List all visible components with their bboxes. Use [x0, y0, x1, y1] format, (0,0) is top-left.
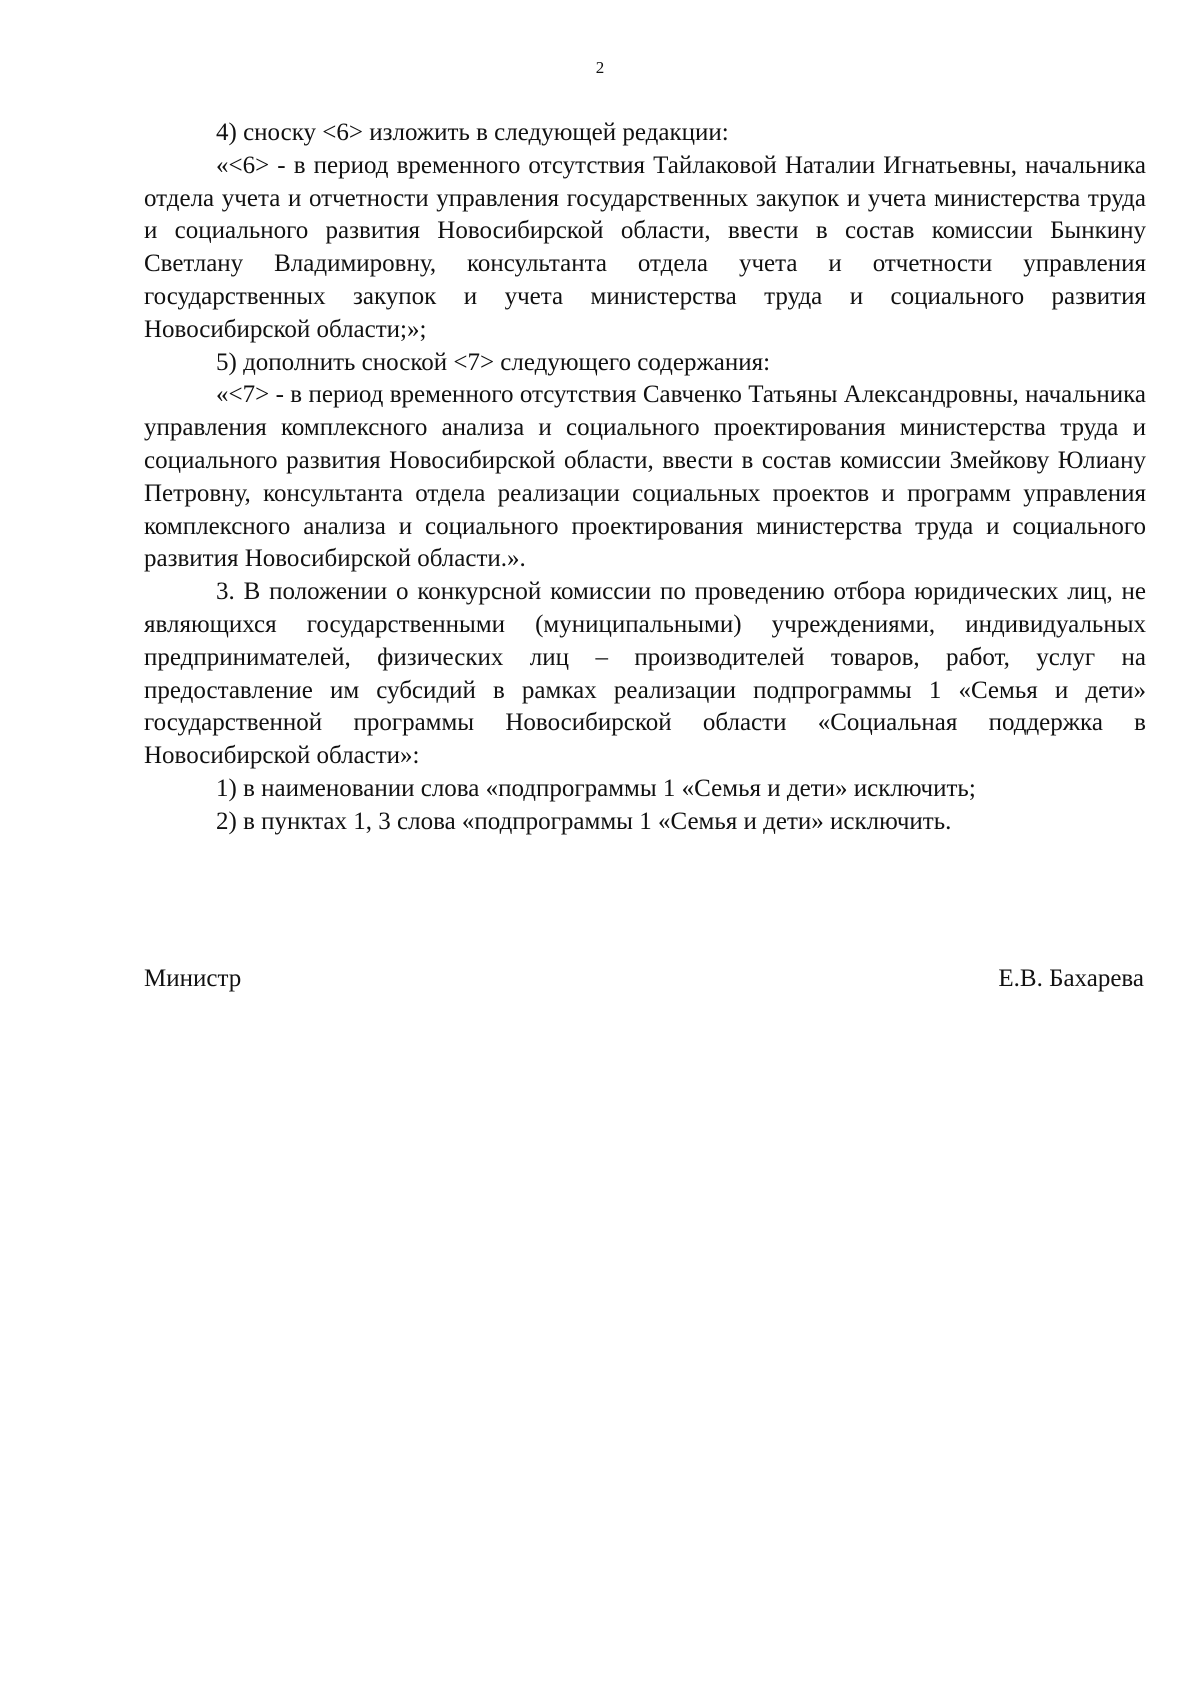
paragraph-item-5: 5) дополнить сноской <7> следующего содержания:: [216, 348, 771, 376]
page-number: 2: [595, 58, 605, 77]
paragraph-subitem-2: 2) в пунктах 1, 3 слова «подпрограммы 1 «Семья и дети» исключить.: [216, 807, 952, 835]
document-body: [144, 117, 1146, 839]
paragraph-footnote-6: «<6> - в период временного отсутствия Тайлаковой Наталии Игнатьевны, начальника отдела учета и отчетности управления государственных закупок и учета министерства труда и социального развития Новосибирской области, ввести в состав комиссии Бынкину Светлану Владимировну, консультанта отдела учета и отчетности управления государственных закупок и учета министерства труда и социального развития Новосибирской области;»;: [144, 151, 1146, 343]
paragraph-section-3: 3. В положении о конкурсной комиссии по проведению отбора юридических лиц, не являющихся государственными (муниципальными) учреждениями, индивидуальных предпринимателей, физических лиц – производителей товаров, работ, услуг на предоставление им субсидий в рамках реализации подпрограммы 1 «Семья и дети» государственной программы Новосибирской области «Социальная поддержка в Новосибирской области»:: [144, 578, 1146, 770]
signatory-position: Министр: [144, 965, 242, 992]
paragraph-subitem-1: 1) в наименовании слова «подпрограммы 1 «Семья и дети» исключить;: [216, 774, 976, 802]
paragraph-footnote-7: «<7> - в период временного отсутствия Савченко Татьяны Александровны, начальника управления комплексного анализа и социального проектирования министерства труда и социального развития Новосибирской области, ввести в состав комиссии Змейкову Юлиану Петровну, консультанта отдела реализации социальных проектов и программ управления комплексного анализа и социального проектирования министерства труда и социального развития Новосибирской области.».: [144, 381, 1146, 573]
paragraph-item-4: 4) сноску <6> изложить в следующей редакции:: [216, 119, 729, 146]
signatory-name: Е.В. Бахарева: [998, 965, 1144, 992]
